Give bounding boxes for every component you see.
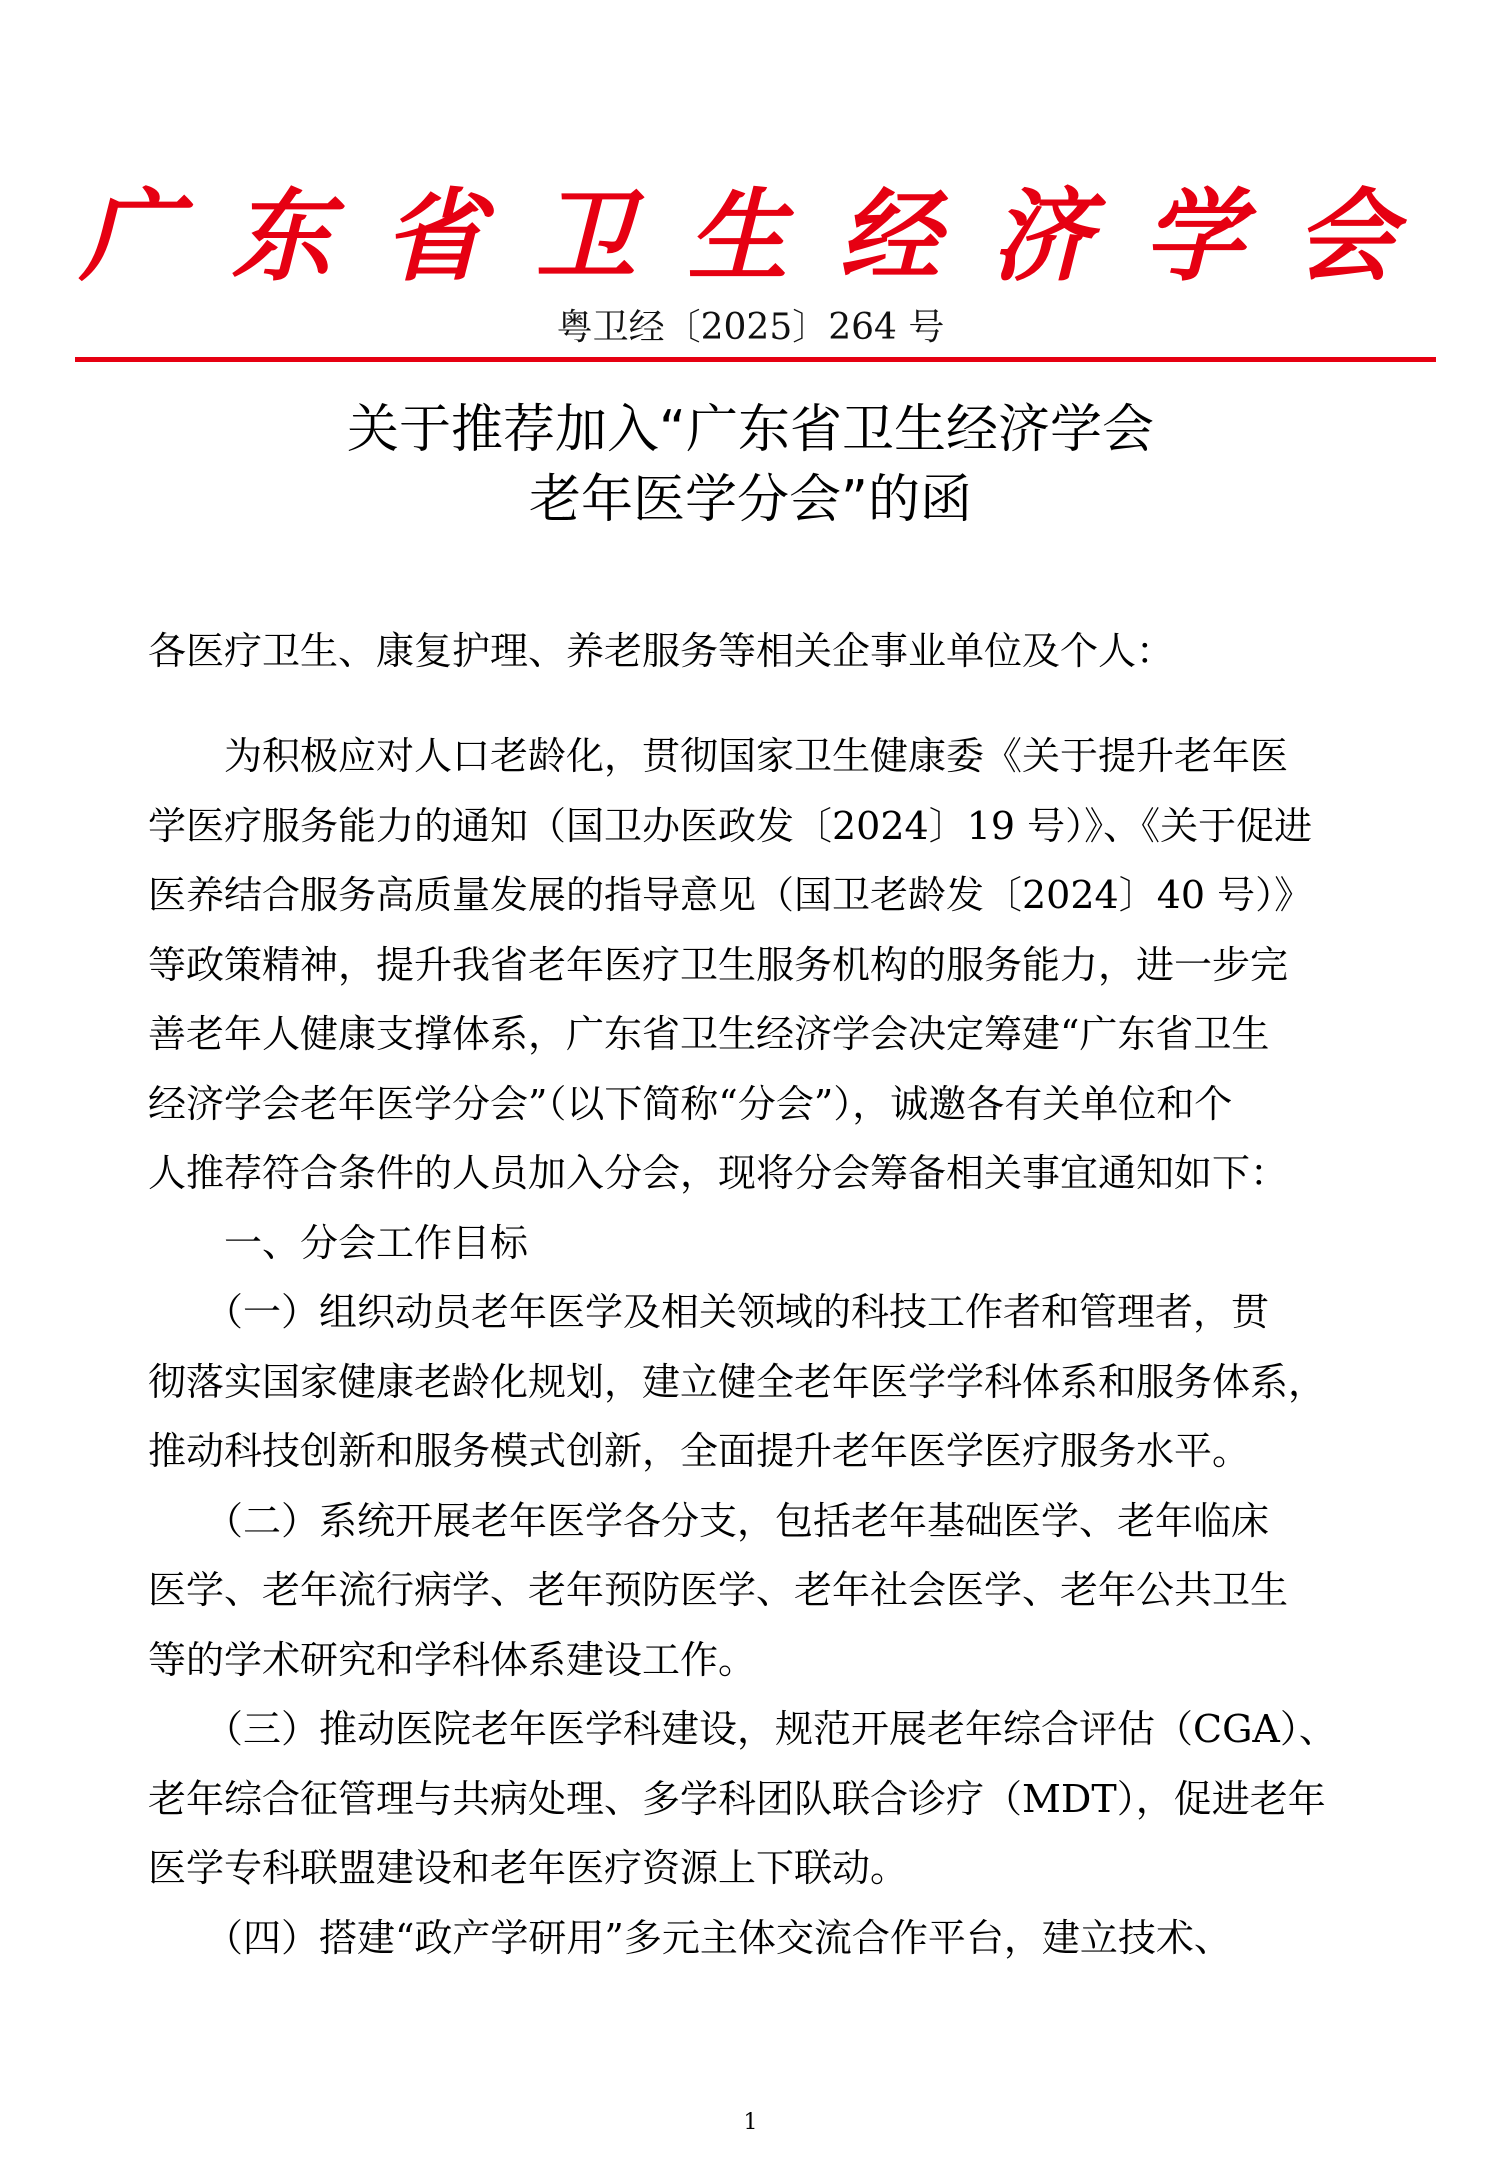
document-number: 粤卫经〔2025〕264 号 bbox=[556, 307, 945, 348]
text-line: （四）搭建“政产学研用”多元主体交流合作平台，建立技术、 bbox=[148, 1915, 1232, 1960]
text-line: 为积极应对人口老龄化，贯彻国家卫生健康委《关于提升老年医 bbox=[148, 734, 1289, 778]
text-line: 等政策精神，提升我省老年医疗卫生服务机构的服务能力，进一步完 bbox=[148, 942, 1289, 987]
page-number: 1 bbox=[743, 2110, 758, 2135]
item-2-paragraph bbox=[148, 1487, 1360, 1696]
text-line: 人推荐符合条件的人员加入分会，现将分会筹备相关事宜通知如下： bbox=[148, 1151, 1289, 1195]
item-4-paragraph bbox=[148, 1904, 1360, 1974]
text-line: 经济学会老年医学分会”（以下简称“分会”），诚邀各有关单位和个 bbox=[148, 1081, 1233, 1126]
item-1-paragraph bbox=[148, 1278, 1360, 1487]
document-title bbox=[0, 395, 1501, 535]
text-line: 医养结合服务高质量发展的指导意见（国卫老龄发〔2024〕40 号）》 bbox=[148, 873, 1313, 917]
text-line: 老年综合征管理与共病处理、多学科团队联合诊疗（MDT），促进老年 bbox=[148, 1776, 1326, 1821]
intro-paragraph bbox=[148, 722, 1360, 1209]
section-heading-1: 一、分会工作目标 bbox=[148, 1220, 529, 1265]
text-line: 学医疗服务能力的通知（国卫办医政发〔2024〕19 号）》、《关于促进 bbox=[148, 803, 1313, 848]
text-line: （二）系统开展老年医学各分支，包括老年基础医学、老年临床 bbox=[148, 1498, 1270, 1543]
text-line: 等的学术研究和学科体系建设工作。 bbox=[148, 1637, 757, 1682]
item-3-paragraph bbox=[148, 1695, 1360, 1904]
text-line: 善老年人健康支撑体系，广东省卫生经济学会决定筹建“广东省卫生 bbox=[148, 1012, 1270, 1056]
document-body bbox=[148, 722, 1360, 1973]
salutation: 各医疗卫生、康复护理、养老服务等相关企事业单位及个人： bbox=[148, 629, 1175, 673]
text-line: 彻落实国家健康老龄化规划，建立健全老年医学学科体系和服务体系， bbox=[148, 1359, 1327, 1404]
text-line: 推动科技创新和服务模式创新，全面提升老年医学医疗服务水平。 bbox=[148, 1429, 1251, 1473]
text-line: 医学、老年流行病学、老年预防医学、老年社会医学、老年公共卫生 bbox=[148, 1568, 1289, 1612]
text-line: 医学专科联盟建设和老年医疗资源上下联动。 bbox=[148, 1846, 909, 1890]
red-divider-line bbox=[75, 357, 1436, 362]
org-name-header: 广东省卫生经济学会 bbox=[79, 177, 1448, 295]
title-line-2: 老年医学分会”的函 bbox=[529, 470, 972, 530]
text-line: （一）组织动员老年医学及相关领域的科技工作者和管理者，贯 bbox=[148, 1290, 1270, 1334]
title-line-1: 关于推荐加入“广东省卫生经济学会 bbox=[347, 400, 1154, 460]
text-line: （三）推动医院老年医学科建设，规范开展老年综合评估（CGA）、 bbox=[148, 1707, 1337, 1751]
